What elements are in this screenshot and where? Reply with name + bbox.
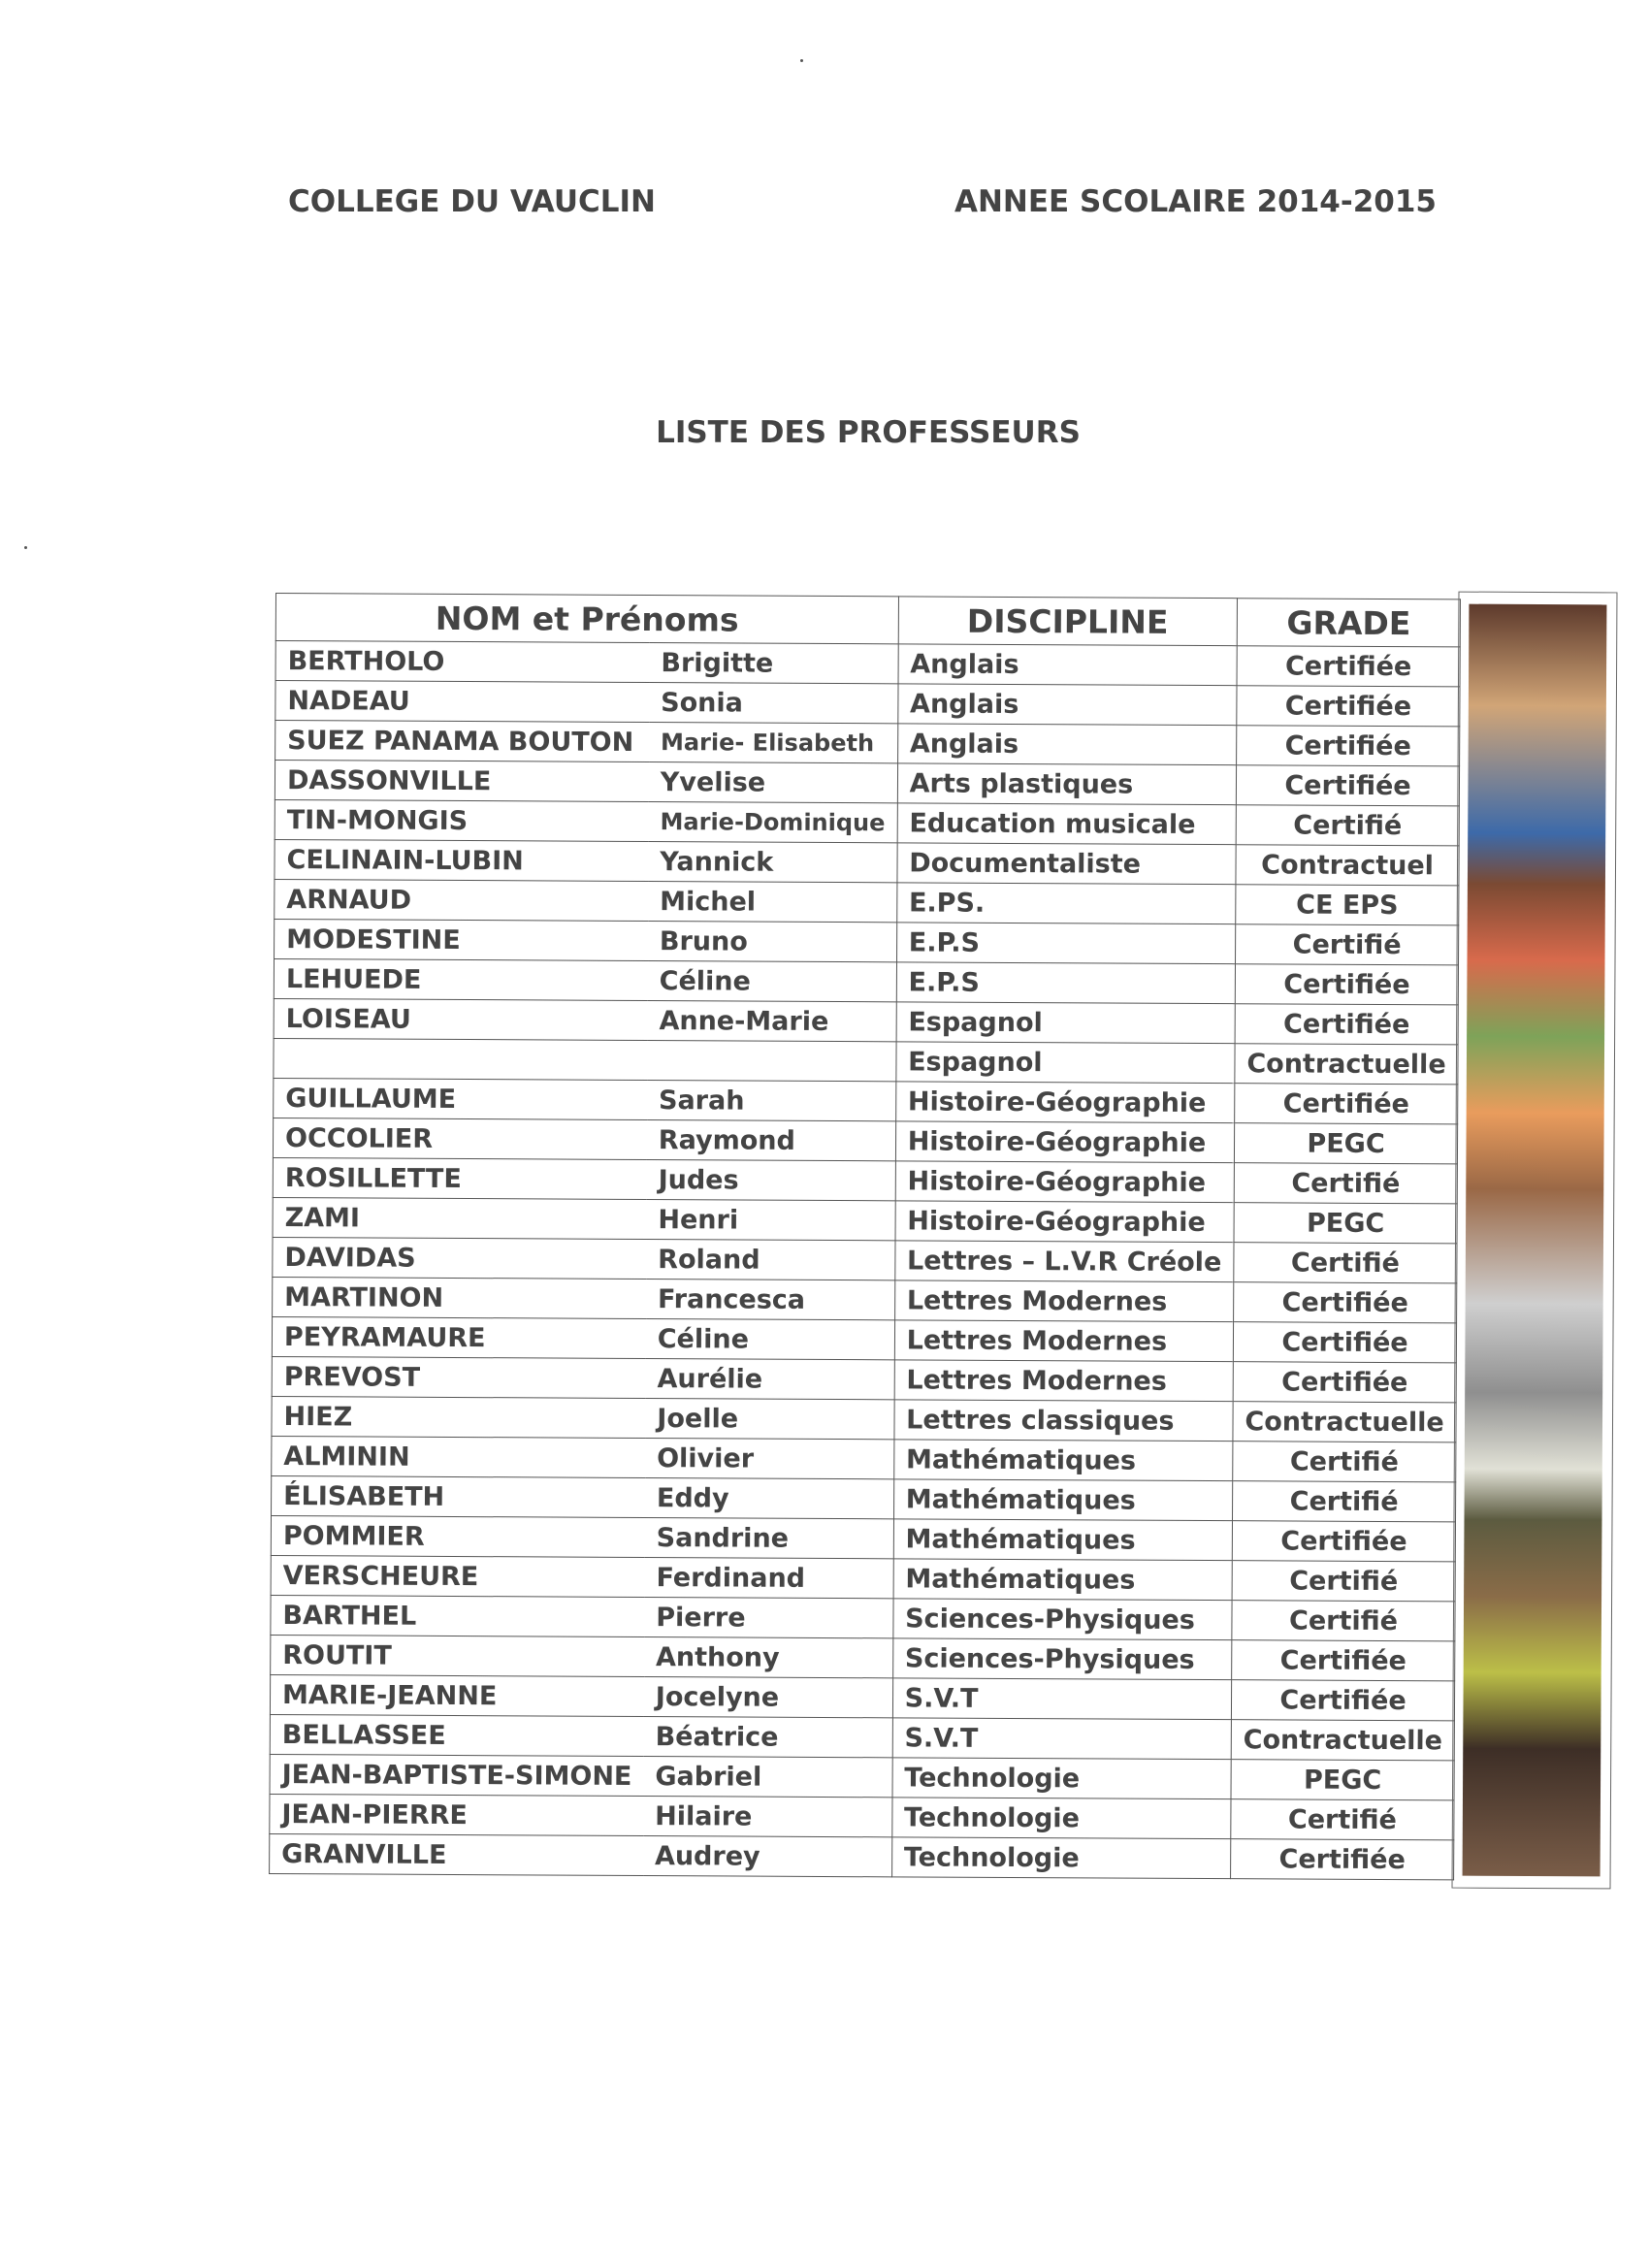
table-row: [273, 1237, 1457, 1282]
last-name-cell: HIEZ: [272, 1396, 646, 1438]
grade-cell: Contractuelle: [1233, 1402, 1457, 1442]
table-row: [275, 919, 1459, 964]
last-name-cell: JEAN-BAPTISTE-SIMONE: [270, 1754, 644, 1796]
grade-cell: Contractuel: [1236, 845, 1460, 886]
discipline-cell: E.PS.: [896, 883, 1235, 924]
discipline-cell: Lettres Modernes: [894, 1320, 1233, 1362]
first-name-cell: Eddy: [645, 1478, 894, 1519]
first-name-cell: Olivier: [645, 1439, 894, 1479]
discipline-cell: Histoire-Géographie: [895, 1201, 1234, 1243]
school-year: ANNEE SCOLAIRE 2014-2015: [954, 184, 1437, 219]
discipline-cell: S.V.T: [892, 1678, 1231, 1720]
first-name-cell: Marie- Elisabeth: [649, 723, 898, 763]
table-row: [275, 839, 1459, 885]
discipline-cell: E.P.S: [896, 923, 1235, 964]
collage-image: [1452, 592, 1618, 1890]
discipline-cell: Sciences-Physiques: [892, 1638, 1231, 1680]
first-name-cell: Gabriel: [643, 1757, 892, 1798]
first-name-cell: Aurélie: [645, 1359, 894, 1400]
grade-cell: Certifiée: [1236, 765, 1460, 806]
table-row: [272, 1436, 1456, 1481]
last-name-cell: ARNAUD: [275, 879, 649, 921]
discipline-cell: Technologie: [891, 1837, 1230, 1879]
grade-cell: Certifiée: [1237, 686, 1461, 727]
grade-cell: Certifiée: [1233, 1362, 1457, 1403]
first-name-cell: Pierre: [644, 1598, 893, 1638]
table-row: [273, 1157, 1457, 1203]
discipline-cell: Documentaliste: [897, 843, 1236, 885]
grade-cell: PEGC: [1234, 1123, 1458, 1164]
last-name-cell: PREVOST: [272, 1356, 646, 1398]
column-header-name: NOM et Prénoms: [275, 594, 898, 644]
last-name-cell: ÉLISABETH: [272, 1475, 646, 1517]
discipline-cell: Lettres Modernes: [894, 1360, 1233, 1402]
grade-cell: Certifiée: [1236, 726, 1460, 766]
first-name-cell: Francesca: [646, 1280, 895, 1320]
table-row: [274, 1038, 1458, 1084]
table-row: [272, 1316, 1456, 1362]
table-row: [275, 799, 1459, 845]
discipline-cell: Espagnol: [896, 1042, 1235, 1084]
grade-cell: PEGC: [1231, 1760, 1455, 1800]
grade-cell: Certifiée: [1232, 1521, 1456, 1562]
table-row: [275, 761, 1459, 806]
discipline-cell: Lettres – L.V.R Créole: [894, 1241, 1233, 1282]
table-row: [271, 1515, 1455, 1561]
first-name-cell: Anne-Marie: [647, 1001, 896, 1042]
last-name-cell: PEYRAMAURE: [272, 1316, 646, 1358]
last-name-cell: NADEAU: [275, 681, 650, 723]
grade-cell: Certifié: [1233, 1442, 1457, 1482]
discipline-cell: Mathématiques: [893, 1440, 1232, 1481]
discipline-cell: Anglais: [898, 644, 1237, 686]
discipline-cell: Histoire-Géographie: [895, 1161, 1234, 1203]
collage-image-strip: [1463, 604, 1607, 1877]
grade-cell: Certifié: [1236, 805, 1460, 846]
column-header-discipline: DISCIPLINE: [898, 597, 1237, 646]
discipline-cell: Sciences-Physiques: [893, 1599, 1232, 1640]
table-row: [272, 1396, 1456, 1442]
first-name-cell: Anthony: [644, 1637, 893, 1678]
grade-cell: Certifié: [1234, 1243, 1458, 1283]
last-name-cell: ROUTIT: [271, 1635, 645, 1676]
school-name: COLLEGE DU VAUCLIN: [288, 184, 656, 219]
discipline-cell: Anglais: [897, 724, 1236, 765]
grade-cell: Certifié: [1232, 1481, 1456, 1522]
first-name-cell: Roland: [646, 1240, 895, 1280]
first-name-cell: Judes: [647, 1160, 896, 1201]
discipline-cell: Arts plastiques: [897, 763, 1236, 805]
first-name-cell: Marie-Dominique: [648, 802, 897, 843]
last-name-cell: CELINAIN-LUBIN: [275, 839, 649, 881]
table-row: [275, 721, 1460, 766]
discipline-cell: Technologie: [892, 1758, 1231, 1799]
last-name-cell: DASSONVILLE: [275, 761, 649, 802]
grade-cell: Certifié: [1232, 1561, 1456, 1602]
discipline-cell: S.V.T: [892, 1718, 1231, 1760]
discipline-cell: Mathématiques: [893, 1519, 1232, 1561]
table-row: [272, 1356, 1456, 1402]
column-header-grade: GRADE: [1237, 599, 1461, 647]
last-name-cell: GRANVILLE: [270, 1833, 644, 1875]
grade-cell: PEGC: [1234, 1203, 1458, 1244]
first-name-cell: Henri: [646, 1200, 895, 1241]
grade-cell: Contractuelle: [1231, 1720, 1455, 1761]
last-name-cell: ALMININ: [272, 1436, 646, 1477]
table-row: [270, 1833, 1454, 1879]
grade-cell: Certifiée: [1233, 1322, 1457, 1363]
table-row: [270, 1674, 1454, 1720]
last-name-cell: MARTINON: [273, 1277, 647, 1318]
first-name-cell: Céline: [646, 1319, 895, 1360]
grade-cell: Certifiée: [1235, 964, 1459, 1005]
table-row: [275, 641, 1460, 687]
last-name-cell: BERTHOLO: [275, 641, 650, 683]
table-row: [275, 681, 1460, 727]
grade-cell: Certifiée: [1233, 1282, 1457, 1323]
first-name-cell: Bruno: [648, 922, 897, 962]
last-name-cell: BARTHEL: [271, 1595, 645, 1636]
table-row: [270, 1714, 1454, 1760]
last-name-cell: MARIE-JEANNE: [270, 1674, 644, 1716]
last-name-cell: POMMIER: [271, 1515, 645, 1557]
scan-speck: [800, 59, 803, 62]
last-name-cell: [274, 1038, 648, 1080]
table-row: [271, 1595, 1455, 1640]
grade-cell: Certifiée: [1237, 646, 1461, 687]
first-name-cell: Raymond: [647, 1120, 896, 1161]
grade-cell: Certifiée: [1231, 1680, 1455, 1721]
grade-cell: Certifiée: [1230, 1839, 1454, 1880]
first-name-cell: Hilaire: [643, 1797, 892, 1837]
last-name-cell: LEHUEDE: [274, 958, 648, 1000]
grade-cell: Certifiée: [1232, 1640, 1456, 1681]
table-row: [274, 998, 1458, 1044]
table-row: [272, 1475, 1456, 1521]
discipline-cell: Histoire-Géographie: [895, 1082, 1234, 1123]
discipline-cell: Anglais: [897, 684, 1236, 726]
last-name-cell: MODESTINE: [275, 919, 649, 960]
last-name-cell: TIN-MONGIS: [275, 799, 649, 841]
first-name-cell: [647, 1041, 896, 1082]
first-name-cell: Sandrine: [645, 1518, 894, 1559]
table-row: [270, 1794, 1454, 1839]
discipline-cell: Espagnol: [896, 1002, 1235, 1044]
grade-cell: Certifié: [1235, 924, 1459, 965]
last-name-cell: SUEZ PANAMA BOUTON: [275, 721, 650, 762]
last-name-cell: ZAMI: [273, 1197, 647, 1239]
discipline-cell: E.P.S: [896, 962, 1235, 1004]
last-name-cell: VERSCHEURE: [271, 1555, 645, 1597]
discipline-cell: Histoire-Géographie: [895, 1121, 1234, 1163]
first-name-cell: Audrey: [643, 1836, 892, 1877]
table-row: [270, 1754, 1454, 1799]
discipline-cell: Education musicale: [897, 803, 1236, 845]
last-name-cell: JEAN-PIERRE: [270, 1794, 644, 1835]
discipline-cell: Lettres Modernes: [894, 1280, 1233, 1322]
grade-cell: Certifié: [1231, 1799, 1455, 1840]
first-name-cell: Joelle: [645, 1399, 894, 1440]
table-row: [273, 1118, 1457, 1163]
grade-cell: Certifiée: [1235, 1004, 1459, 1045]
first-name-cell: Brigitte: [649, 643, 898, 684]
scan-speck: [24, 546, 27, 549]
first-name-cell: Ferdinand: [644, 1558, 893, 1599]
table-row: [274, 958, 1458, 1004]
discipline-cell: Mathématiques: [893, 1479, 1232, 1521]
table-row: [273, 1277, 1457, 1322]
last-name-cell: DAVIDAS: [273, 1237, 647, 1279]
discipline-cell: Technologie: [891, 1798, 1230, 1839]
discipline-cell: Mathématiques: [893, 1559, 1232, 1601]
last-name-cell: BELLASSEE: [270, 1714, 644, 1756]
grade-cell: Certifié: [1232, 1601, 1456, 1641]
table-row: [274, 1078, 1458, 1123]
discipline-cell: Lettres classiques: [894, 1400, 1233, 1442]
table-row: [271, 1555, 1455, 1601]
last-name-cell: OCCOLIER: [273, 1118, 647, 1159]
table-row: [271, 1635, 1455, 1680]
first-name-cell: Yvelise: [649, 762, 898, 803]
teachers-table: [269, 593, 1461, 1880]
grade-cell: CE EPS: [1236, 885, 1460, 925]
table-row: [273, 1197, 1457, 1243]
grade-cell: Certifié: [1234, 1163, 1458, 1204]
grade-cell: Certifiée: [1235, 1084, 1459, 1124]
first-name-cell: Michel: [648, 882, 897, 923]
first-name-cell: Jocelyne: [644, 1677, 893, 1718]
first-name-cell: Béatrice: [644, 1717, 893, 1758]
last-name-cell: GUILLAUME: [274, 1078, 648, 1119]
last-name-cell: ROSILLETTE: [273, 1157, 647, 1199]
first-name-cell: Céline: [648, 961, 897, 1002]
last-name-cell: LOISEAU: [274, 998, 648, 1040]
page-title: LISTE DES PROFESSEURS: [656, 415, 1081, 450]
first-name-cell: Sonia: [649, 683, 898, 724]
table-row: [275, 879, 1459, 924]
first-name-cell: Sarah: [647, 1081, 896, 1121]
grade-cell: Contractuelle: [1235, 1044, 1459, 1085]
table-header-row: [275, 594, 1460, 647]
first-name-cell: Yannick: [648, 842, 897, 883]
